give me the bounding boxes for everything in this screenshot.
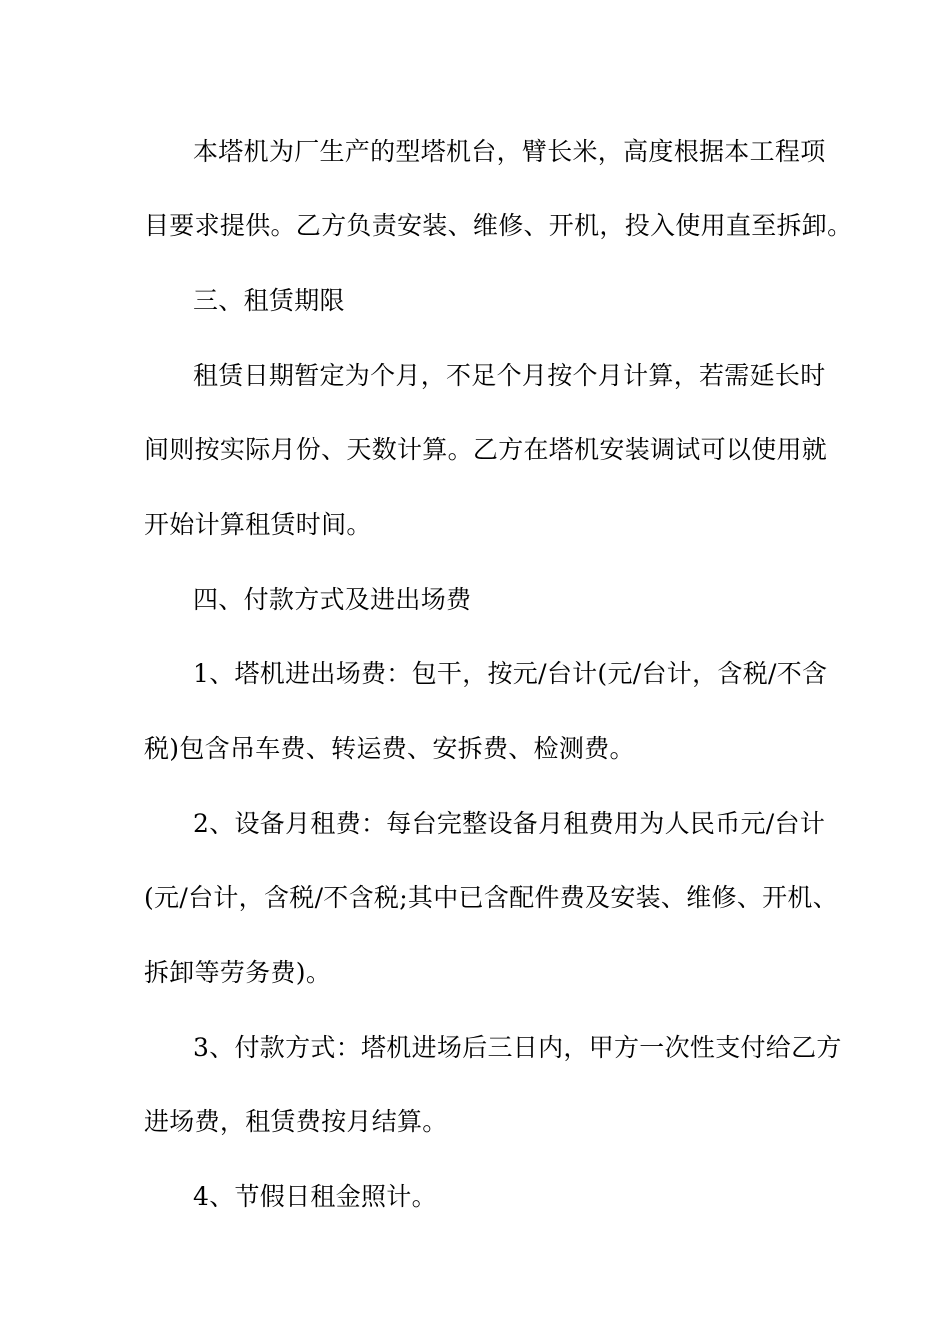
section-heading-rental-period: 三、租赁期限 xyxy=(193,286,345,315)
item-1-line-2: 税)包含吊车费、转运费、安拆费、检测费。 xyxy=(144,734,635,763)
item-3-line-2: 进场费，租赁费按月结算。 xyxy=(144,1107,448,1136)
section-heading-payment: 四、付款方式及进出场费 xyxy=(193,585,472,614)
item-4-line-1: 4、节假日租金照计。 xyxy=(193,1182,437,1211)
item-2-line-2: (元/台计，含税/不含税;其中已含配件费及安装、维修、开机、 xyxy=(144,883,839,912)
paragraph-2-line-3: 开始计算租赁时间。 xyxy=(144,510,372,539)
item-1-line-1: 1、塔机进出场费：包干，按元/台计(元/台计，含税/不含 xyxy=(193,659,828,688)
paragraph-2-line-2: 间则按实际月份、天数计算。乙方在塔机安装调试可以使用就 xyxy=(144,435,828,464)
item-2-line-1: 2、设备月租费：每台完整设备月租费用为人民币元/台计 xyxy=(193,809,826,838)
paragraph-1-line-1: 本塔机为厂生产的型塔机台，臂长米，高度根据本工程项 xyxy=(193,137,826,166)
item-2-line-3: 拆卸等劳务费)。 xyxy=(144,958,332,987)
paragraph-2-line-1: 租赁日期暂定为个月，不足个月按个月计算，若需延长时 xyxy=(193,361,826,390)
item-3-line-1: 3、付款方式：塔机进场后三日内，甲方一次性支付给乙方 xyxy=(193,1033,842,1062)
paragraph-1-line-2: 目要求提供。乙方负责安装、维修、开机，投入使用直至拆卸。 xyxy=(144,211,853,240)
